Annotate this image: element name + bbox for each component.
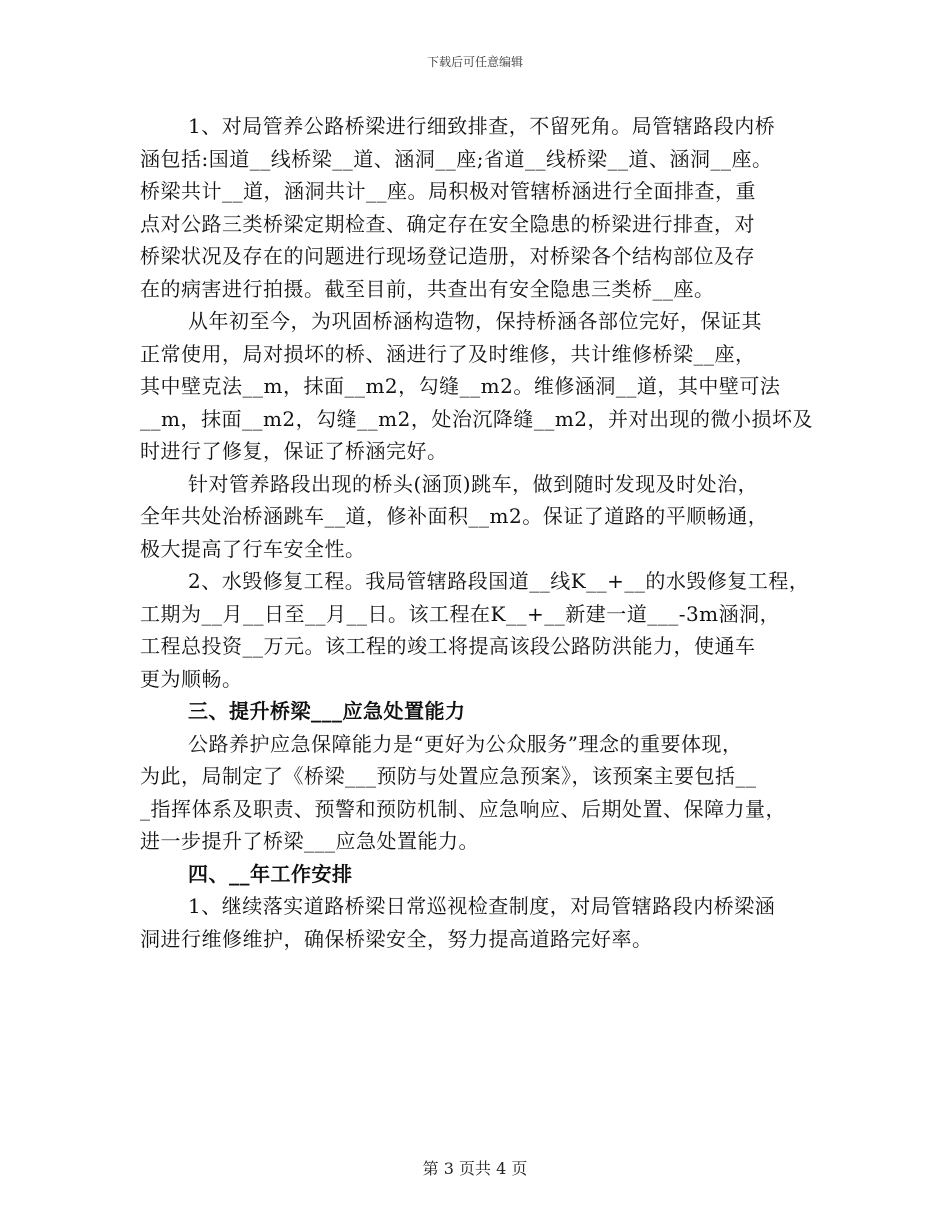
paragraph-line: 针对管养路段出现的桥头(涵顶)跳车，做到随时发现及时处治， (188, 471, 759, 496)
paragraph-line: 桥梁状况及存在的问题进行现场登记造册，对桥梁各个结构部位及存 (140, 244, 755, 268)
document-body (140, 110, 820, 955)
paragraph-line: _指挥体系及职责、预警和预防机制、应急响应、后期处置、保障力量， (140, 796, 786, 821)
paragraph-line: 进一步提升了桥梁___应急处置能力。 (140, 829, 479, 853)
paragraph-line: 1、继续落实道路桥梁日常巡视检查制度，对局管辖路段内桥梁涵 (188, 894, 776, 918)
paragraph-line: 工期为__月__日至__月__日。该工程在K__+__新建一道___-3m涵洞， (140, 601, 781, 626)
paragraph-line: 涵包括:国道__线桥梁__道、涵洞__座;省道__线桥梁__道、涵洞__座。 (140, 146, 773, 171)
paragraph-line: 洞进行维修维护，确保桥梁安全，努力提高道路完好率。 (140, 926, 653, 951)
paragraph-line: 时进行了修复，保证了桥涵完好。 (140, 439, 448, 463)
paragraph-line: 2、水毁修复工程。我局管辖路段国道__线K__+__的水毁修复工程， (188, 569, 810, 593)
paragraph-line: 从年初至今，为巩固桥涵构造物，保持桥涵各部位完好，保证其 (188, 309, 762, 333)
paragraph-line: 全年共处治桥涵跳车__道，修补面积__m2。保证了道路的平顺畅通， (140, 504, 769, 528)
paragraph-line: 工程总投资__万元。该工程的竣工将提高该段公路防洪能力，使通车 (140, 634, 756, 658)
paragraph-line: 在的病害进行拍摄。截至目前，共查出有安全隐患三类桥__座。 (140, 276, 715, 301)
section-heading: 三、提升桥梁___应急处置能力 (188, 699, 466, 723)
paragraph-line: 极大提高了行车安全性。 (140, 536, 366, 561)
paragraph-line: 点对公路三类桥梁定期检查、确定存在安全隐患的桥梁进行排查，对 (140, 211, 755, 236)
paragraph-line: 更为顺畅。 (140, 666, 243, 691)
paragraph-line: 为此，局制定了《桥梁___预防与处置应急预案》，该预案主要包括__ (140, 764, 757, 788)
paragraph-line: __m，抹面__m2，勾缝__m2，处治沉降缝__m2，并对出现的微小损坏及 (140, 406, 814, 431)
page-header: 下载后可任意编辑 (426, 55, 523, 69)
paragraph-line: 桥梁共计__道，涵洞共计__座。局积极对管辖桥涵进行全面排查，重 (140, 179, 756, 203)
paragraph-line: 正常使用，局对损坏的桥、涵进行了及时维修，共计维修桥梁__座， (140, 341, 756, 366)
paragraph-line: 1、对局管养公路桥梁进行细致排查，不留死角。局管辖路段内桥 (188, 114, 776, 138)
paragraph-line: 其中壁克法__m，抹面__m2，勾缝__m2。维修涵洞__道，其中壁可法 (140, 374, 781, 398)
section-heading: 四、__年工作安排 (188, 861, 353, 886)
page-footer: 第 3 页共 4 页 (422, 1159, 528, 1178)
paragraph-line: 公路养护应急保障能力是“更好为公众服务”理念的重要体现， (188, 731, 743, 756)
